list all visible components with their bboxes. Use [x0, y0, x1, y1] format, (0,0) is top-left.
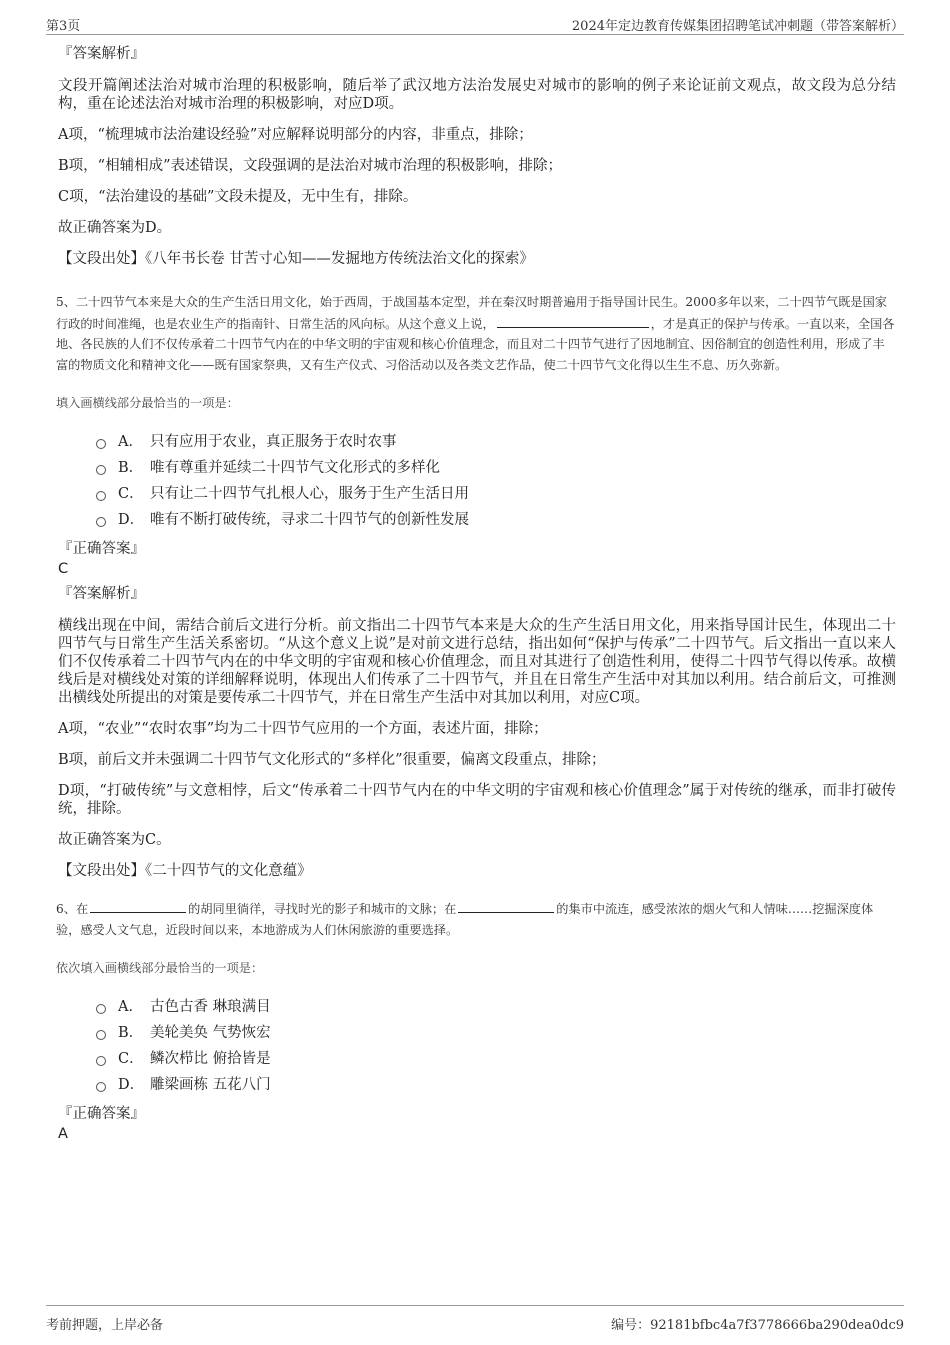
q5-option-c[interactable]: C． 只有让二十四节气扎根人心，服务于生产生活日用 — [96, 481, 896, 507]
q4-analysis-paragraph: 文段开篇阐述法治对城市治理的积极影响，随后举了武汉地方法治发展史对城市的影响的例子来论证前文观点，故文段为总分结构，重在论述法治对城市治理的积极影响，对应D项。 — [58, 78, 896, 112]
q5-analysis-paragraph: A项，“农业”“农时农事”均为二十四节气应用的一个方面，表述片面，排除； — [58, 721, 548, 737]
q5-text-before: 5、二十四节气本来是大众的生产生活日用文化，始于西周，于战国基本定型，并在秦汉时期普遍用于指导国计民生。2000多年以来，二十四节气既是国家行政的时间准绳，也是农业生产的指南针、日常生活的风向标。从这个意义上说， — [56, 295, 887, 331]
radio-button[interactable] — [96, 1056, 106, 1066]
radio-button[interactable] — [96, 1004, 106, 1014]
q4-analysis-paragraph: 故正确答案为D。 — [58, 220, 172, 236]
page-header — [46, 12, 904, 35]
q5-source: 【文段出处】《二十四节气的文化意蕴》 — [58, 863, 312, 879]
q6-option-c[interactable]: C． 鳞次栉比 俯拾皆是 — [96, 1046, 896, 1072]
q4-source: 【文段出处】《八年书长卷 甘苦寸心知——发掘地方传统法治文化的探索》 — [58, 251, 534, 267]
q6-answer-label: 『正确答案』 — [58, 1106, 145, 1122]
q6-options — [56, 994, 896, 1098]
q6-option-b[interactable]: B． 美轮美奂 气势恢宏 — [96, 1020, 896, 1046]
q5-option-a[interactable]: A． 只有应用于农业，真正服务于农时农事 — [96, 429, 896, 455]
q6-text: 6、在 的胡同里徜徉，寻找时光的影子和城市的文脉；在 的集市中流连，感受浓浓的烟火气和人情味……挖掘深度体验，感受人文气息，近段时间以来，本地游成为人们休闲旅游的重要选择。 — [56, 898, 896, 940]
q6-answer: A — [58, 1126, 68, 1142]
q6-blank-1 — [90, 898, 186, 913]
q6-prompt: 依次填入画横线部分最恰当的一项是： — [56, 961, 264, 975]
page-number: 第3页 — [46, 19, 81, 34]
radio-button[interactable] — [96, 465, 106, 475]
q5-analysis-paragraph: 故正确答案为C。 — [58, 832, 171, 848]
footer-code: 编号：92181bfbc4a7f3778666ba290dea0dc9 — [611, 1318, 904, 1333]
footer-slogan: 考前押题，上岸必备 — [46, 1318, 164, 1333]
q4-analysis-paragraph: A项，“梳理城市法治建设经验”对应解释说明部分的内容，非重点，排除； — [58, 127, 533, 143]
radio-button[interactable] — [96, 1030, 106, 1040]
q5-text-after: ，才是真正的保护与传承。一直以来，全国各地、各民族的人们不仅传承着二十四节气内在的中华文明的宇宙观和核心价值理念，而且对二十四节气进行了因地制宜、因俗制宜的创造性利用，形成了丰富的物质文化和精神文化——既有国家祭典，又有生产仪式、习俗活动以及各类文艺作品，使二十四节气文化得以生生不息、历久弥新。 — [56, 316, 895, 372]
q5-answer: C — [58, 561, 69, 577]
q5-blank — [497, 313, 649, 328]
q6-blank-2 — [458, 898, 554, 913]
q6-option-a[interactable]: A． 古色古香 琳琅满目 — [96, 994, 896, 1020]
q5-analysis-paragraph: D项，“打破传统”与文意相悖，后文“传承着二十四节气内在的中华文明的宇宙观和核心价值理念”属于对传统的继承，而非打破传统，排除。 — [58, 783, 896, 817]
page-footer — [46, 1305, 904, 1336]
radio-button[interactable] — [96, 439, 106, 449]
radio-button[interactable] — [96, 517, 106, 527]
radio-button[interactable] — [96, 1082, 106, 1092]
q6-option-d[interactable]: D． 雕梁画栋 五花八门 — [96, 1072, 896, 1098]
q5-analysis-label: 『答案解析』 — [58, 586, 145, 602]
page-content — [56, 44, 896, 1149]
q4-analysis-label: 『答案解析』 — [58, 46, 145, 62]
q4-analysis-paragraph: B项，“相辅相成”表述错误，文段强调的是法治对城市治理的积极影响，排除； — [58, 158, 562, 174]
q4-analysis-paragraph: C项，“法治建设的基础”文段未提及，无中生有，排除。 — [58, 189, 418, 205]
q5-option-d[interactable]: D． 唯有不断打破传统，寻求二十四节气的创新性发展 — [96, 507, 896, 533]
q5-answer-label: 『正确答案』 — [58, 541, 145, 557]
q5-analysis-paragraph: 横线出现在中间，需结合前后文进行分析。前文指出二十四节气本来是大众的生产生活日用文化，用来指导国计民生，体现出二十四节气与日常生产生活关系密切。“从这个意义上说”是对前文进行总结，指出如何“保护与传承”二十四节气。后文指出一直以来人们不仅传承着二十四节气内在的中华文明的宇宙观和核心价值理念，而且对其进行了创造性利用，使得二十四节气得以传承。故横线后是对横线处对策的详细解释说明，体现出人们传承了二十四节气，并且在日常生产生活中对其加以利用。结合前后文，可推测出横线处所提出的对策是要传承二十四节气，并在日常生产生活中对其加以利用，对应C项。 — [58, 618, 896, 706]
q5-text — [56, 292, 896, 375]
radio-button[interactable] — [96, 491, 106, 501]
document-title: 2024年定边教育传媒集团招聘笔试冲刺题（带答案解析） — [571, 19, 904, 34]
q5-option-b[interactable]: B． 唯有尊重并延续二十四节气文化形式的多样化 — [96, 455, 896, 481]
q5-analysis-paragraph: B项，前后文并未强调二十四节气文化形式的“多样化”很重要，偏离文段重点，排除； — [58, 752, 606, 768]
q5-options — [56, 429, 896, 533]
q5-prompt: 填入画横线部分最恰当的一项是： — [56, 396, 239, 410]
